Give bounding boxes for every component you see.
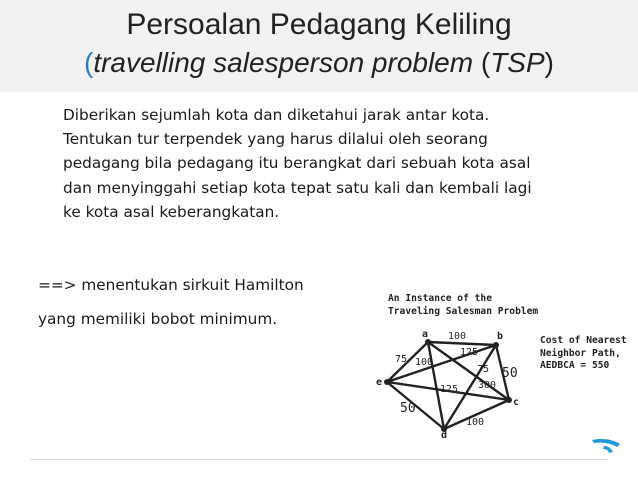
conclusion-line: yang memiliki bobot minimum. (38, 310, 278, 328)
node-label-c: c (513, 397, 520, 408)
edge-ab (428, 342, 496, 345)
description-line: Diberikan sejumlah kota dan diketahui jarak antar kota. (63, 106, 490, 124)
edge-weight-ab: 100 (448, 331, 467, 342)
node-label-e: e (376, 377, 383, 388)
edge-weight-bd: 75 (477, 364, 490, 375)
slide-title: Persoalan Pedagang Keliling (126, 8, 512, 41)
cost-line: AEDBCA = 550 (540, 360, 610, 371)
subtitle-open-paren: ( (84, 47, 94, 78)
problem-description (63, 103, 603, 224)
conclusion-text (38, 268, 368, 336)
edge-weight-ac: 100 (415, 357, 434, 368)
cost-annotation (540, 335, 627, 373)
subtitle-mid: ( (473, 47, 491, 78)
description-line: Tentukan tur terpendek yang harus dilalui oleh seorang (63, 130, 488, 149)
cost-line: Neighbor Path, (540, 347, 621, 359)
tsp-graph (370, 325, 535, 440)
edge-weight-ae: 75 (395, 354, 408, 365)
figure-caption-line: An Instance of the (388, 293, 492, 304)
edge-weight-ad: 125 (460, 347, 479, 358)
edge-weight-ec: 125 (440, 384, 459, 395)
node-label-d: d (441, 430, 448, 440)
figure-caption (388, 293, 538, 318)
node-e (384, 379, 390, 385)
description-line: ke kota asal keberangkatan. (63, 202, 280, 221)
edge-weight-ed: 50 (400, 401, 416, 416)
edge-weight-be: 300 (478, 380, 497, 391)
slide-logo-icon (590, 436, 624, 456)
node-c (506, 397, 512, 403)
node-label-a: a (422, 329, 429, 340)
footer-divider (30, 459, 608, 460)
cost-line: Cost of Nearest (540, 335, 627, 346)
figure-caption-line: Traveling Salesman Problem (388, 305, 539, 317)
description-line: pedagang bila pedagang itu berangkat dari sebuah kota asal (63, 154, 531, 173)
node-b (493, 342, 499, 348)
slide-subtitle (0, 47, 638, 79)
edge-weight-bc: 50 (502, 366, 518, 381)
edge-weight-dc: 100 (466, 417, 485, 428)
description-line: dan menyinggahi setiap kota tepat satu kali dan kembali lagi (63, 178, 532, 197)
subtitle-close-paren: ) (544, 47, 554, 78)
subtitle-tsp: TSP (490, 47, 545, 78)
conclusion-line: ==> menentukan sirkuit Hamilton (38, 276, 304, 294)
subtitle-italic: travelling salesperson problem (93, 47, 474, 78)
node-label-b: b (497, 331, 504, 342)
